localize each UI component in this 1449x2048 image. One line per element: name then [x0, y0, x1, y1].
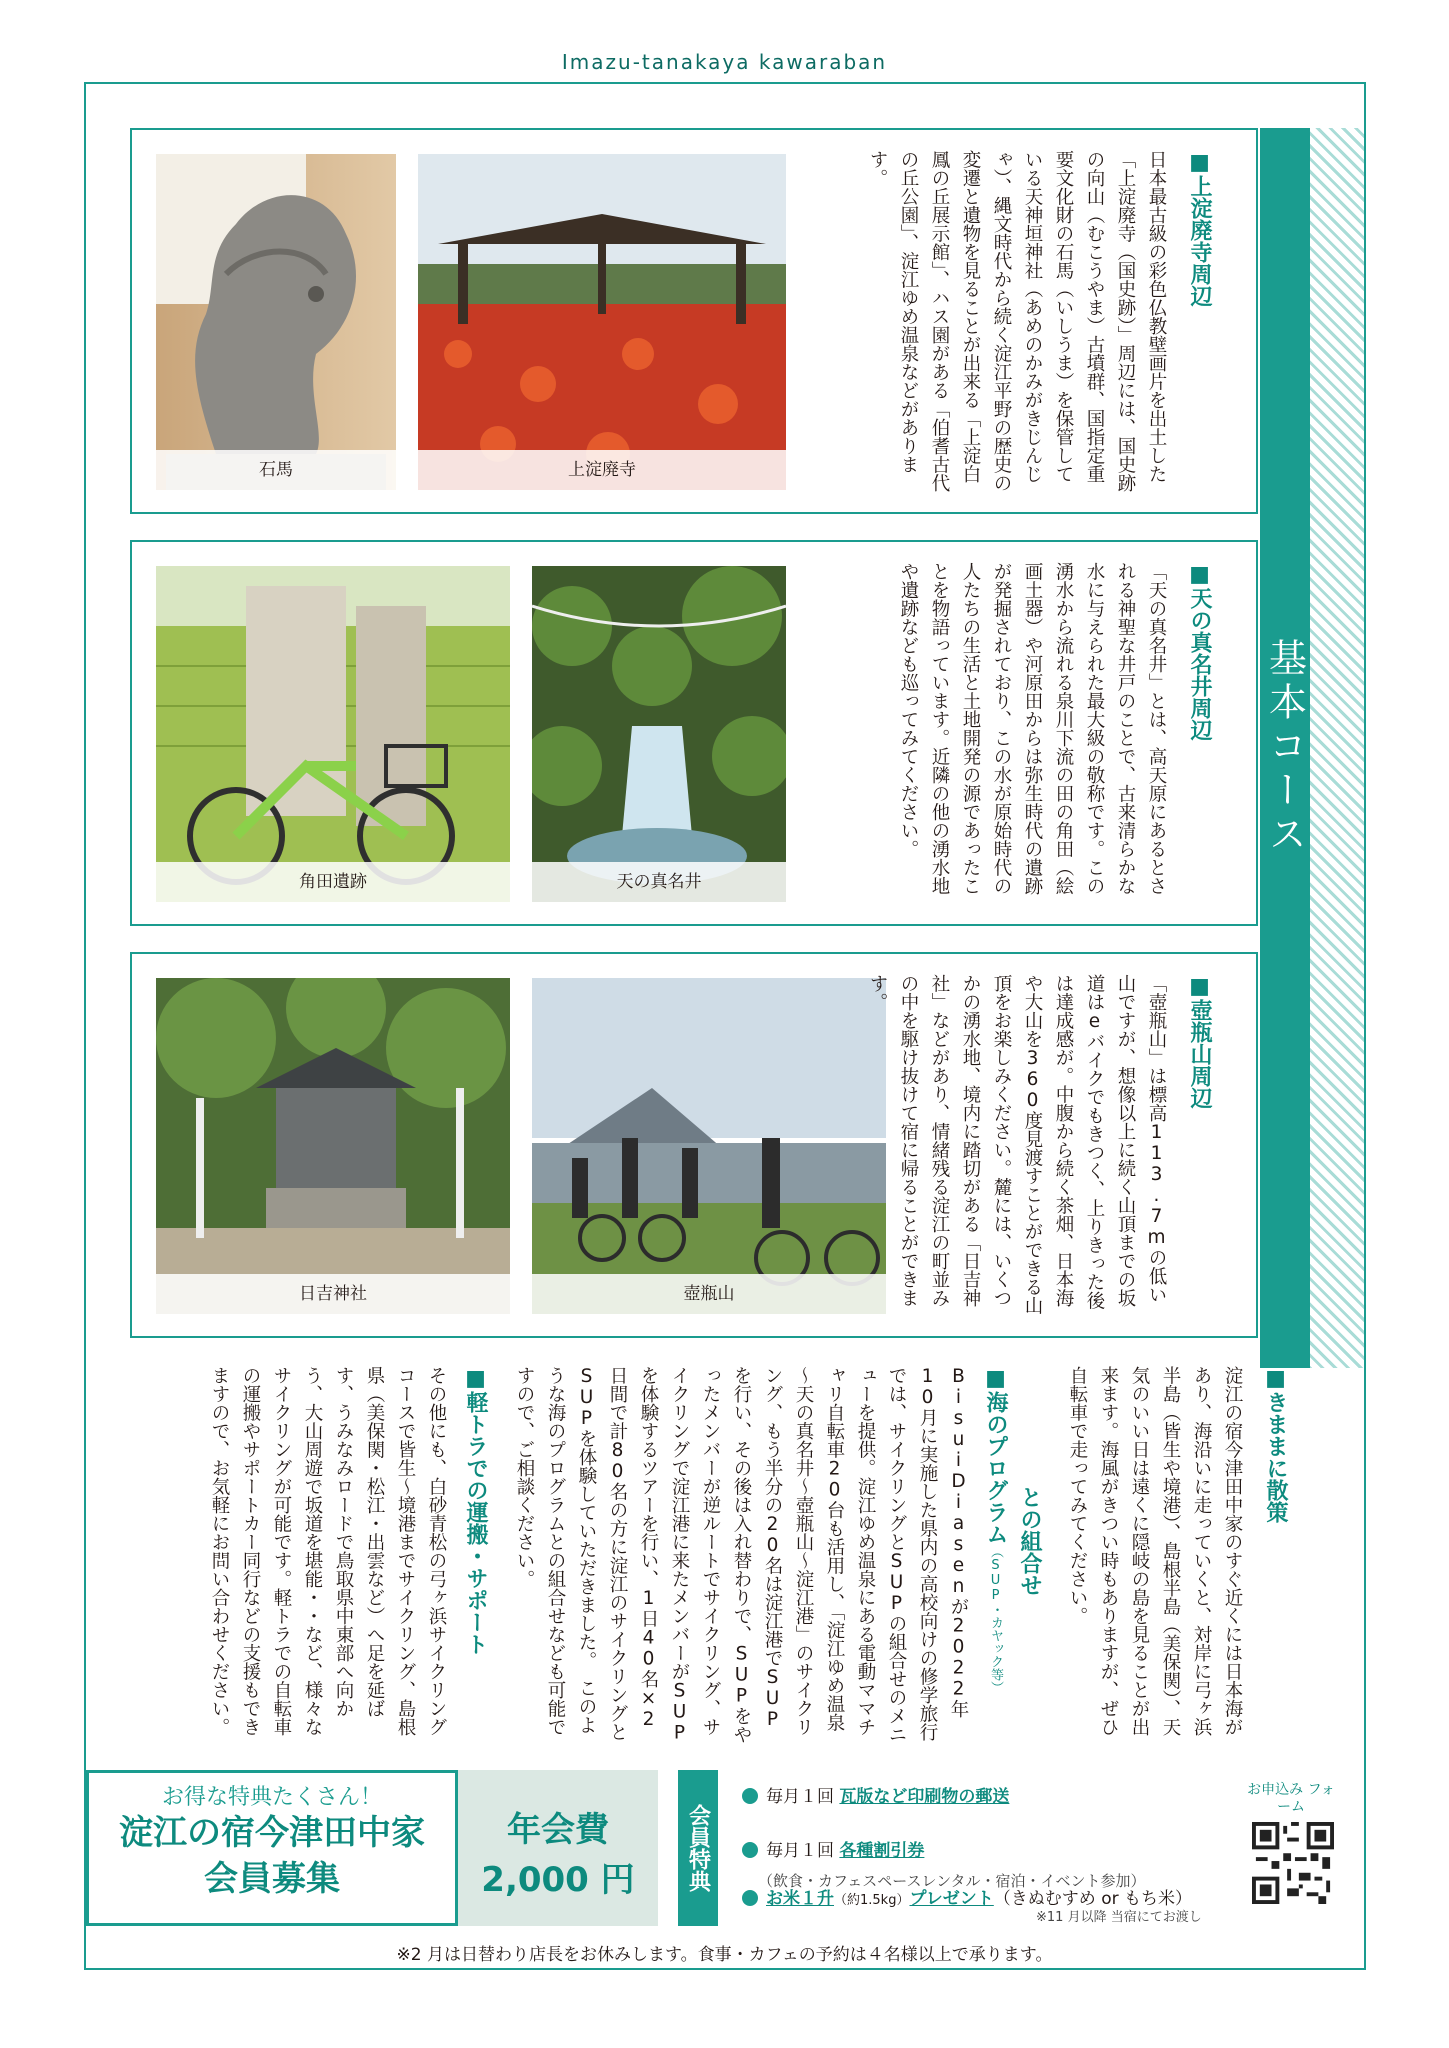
benefit-tag	[678, 1770, 718, 1926]
benefit-tag-label: 会員特典	[685, 1804, 711, 1892]
side-stripe-upper	[1308, 128, 1364, 1368]
photo-caption: 角田遺跡	[156, 862, 510, 902]
recruit-title-line1: 淀江の宿今津田中家	[119, 1813, 425, 1853]
section-tsubokayama	[130, 952, 1258, 1338]
photo-caption: 日吉神社	[156, 1274, 510, 1314]
sea-heading-sub: （SUP・カヤック等）	[988, 1545, 1003, 1694]
form-label: お申込み フォーム	[1247, 1782, 1335, 1815]
section-heading: ■上淀廃寺周辺	[1187, 150, 1212, 307]
photo-ishiuma	[156, 154, 396, 490]
photo-hiyoshi-image	[156, 978, 510, 1314]
fee-amount: 2,000 円	[481, 1860, 635, 1900]
photo-sumida-image	[156, 566, 510, 902]
bottom-note: ※2 月は日替わり店長をお休みします。食事・カフェの予約は４名様以上で承ります。	[396, 1945, 1053, 1965]
benefit-item-coupon	[742, 1836, 924, 1861]
truck-heading: ■軽トラでの運搬・サポート	[463, 1366, 488, 1655]
photo-caption: 天の真名井	[532, 862, 786, 902]
section-kamiyodo	[130, 128, 1258, 514]
fee-label: 年会費	[507, 1810, 609, 1850]
benefit-highlight: 瓦版など印刷物の郵送	[839, 1787, 1010, 1807]
sea-heading	[980, 1366, 1011, 1694]
benefit-note: ※11 月以降 当宿にてお渡し	[1036, 1910, 1202, 1925]
photo-caption: 壺瓶山	[532, 1274, 886, 1314]
section-heading: ■天の真名井周辺	[1187, 562, 1212, 741]
benefit-item-mail	[742, 1782, 1009, 1807]
photo-ishiuma-image	[156, 154, 396, 490]
walk-body: 淀江の宿今津田中家のすぐ近くには日本海があり、海沿いに走っていくと、対岸に弓ヶ浜半島（皆生や境港）、島根半島（美保関）、天気のいい日は遠くに隠岐の島を見ることが出来ます。海風がきつい時もありますが、ぜひ自転車で走ってみてください。	[1067, 1366, 1243, 1736]
photo-caption: 石馬	[156, 450, 396, 490]
photo-hiyoshi-shrine	[156, 978, 510, 1314]
section-heading: ■壺瓶山周辺	[1187, 974, 1212, 1109]
benefit-highlight-present: プレゼント	[909, 1889, 994, 1909]
course-band-label: 基本コース	[1262, 638, 1307, 858]
sea-heading-wrap	[980, 1366, 1048, 1746]
running-head: Imazu-tanakaya kawaraban	[561, 50, 888, 74]
bullet-icon	[742, 1788, 758, 1804]
benefit-coupon-detail: （飲食・カフェスペースレンタル・宿泊・イベント参加）	[758, 1872, 1146, 1890]
benefit-rice-type: （きぬむすめ or もち米）	[993, 1889, 1192, 1909]
benefit-weight: （約1.5kg）	[834, 1893, 910, 1908]
photo-tsubokayama-image	[532, 978, 886, 1314]
walk-heading: ■きままに散策	[1263, 1366, 1288, 1523]
benefit-highlight: 各種割引券	[839, 1841, 925, 1861]
benefit-prefix: 毎月１回	[766, 1841, 840, 1861]
section-amanomanai	[130, 540, 1258, 926]
photo-caption: 上淀廃寺	[418, 450, 786, 490]
sea-heading-text: ■海のプログラム	[983, 1366, 1008, 1545]
course-band	[1260, 128, 1310, 1368]
bullet-icon	[742, 1842, 758, 1858]
photo-kamiyodo-image	[418, 154, 786, 490]
recruit-tagline: お得な特典たくさん！	[161, 1785, 382, 1810]
bullet-icon	[742, 1890, 758, 1906]
truck-body: その他にも、白砂青松の弓ヶ浜サイクリングコースで皆生～境港までサイクリング、島根県（美保関・松江・出雲など）へ足を延ばす、うみなみロードで鳥取県中東部へ向かう、大山周遊で坂道を堪能・・など、様々なサイクリングが可能です。軽トラでの自転車の運搬やサポートカー同行などの支援もできますので、お気軽にお問い合わせください。	[209, 1366, 447, 1736]
photo-sumida-ruins	[156, 566, 510, 902]
benefit-highlight: お米１升	[766, 1889, 834, 1909]
section-body: 「壺瓶山」は標高113.7mの低い山ですが、想像以上に続く山頂までの坂道はeバイクでもきつく、上りきった後は達成感が。中腹から続く茶畑、日本海や大山を360度見渡すことができる山頂をお楽しみください。麓には、いくつかの湧水地、境内に踏切がある「日吉神社」などがあり、情緒残る淀江の町並みの中を駆け抜けて宿に帰ることができます。	[867, 974, 1167, 1315]
sea-heading-tail: との組合せ	[1017, 1486, 1042, 1596]
photo-kamiyodo-temple	[418, 154, 786, 490]
photo-tsubokayama	[532, 978, 886, 1314]
section-body: 「天の真名井」とは、高天原にあるとされる神聖な井戸のことで、古来清らかな水に与えられた最大級の敬称です。この湧水から流れる泉川下流の田の角田（絵画土器）や河原田からは弥生時代の遺跡が発掘されており、この水が原始時代の人たちの生活と土地開発の源であったことを物語っています。近隣の他の湧水地や遺跡なども巡ってみてください。	[898, 562, 1167, 895]
photo-amanomanai-image	[532, 566, 786, 902]
benefit-prefix: 毎月１回	[766, 1787, 840, 1807]
photo-amanomanai	[532, 566, 786, 902]
qr-code-icon[interactable]	[1252, 1822, 1334, 1904]
recruit-title-line2: 会員募集	[204, 1859, 340, 1899]
sea-body: BisuiDiasenが2022年10月に実施した県内の高校向けの修学旅行では、サイクリングとSUPの組合せのメニューを提供。淀江ゆめ温泉にある電動ママチャリ自転車20台も活用し、「淀江ゆめ温泉～天の真名井～壺瓶山～淀江港」のサイクリング、もう半分の20名は淀江港でSUPを行い、その後は入れ替わりで、SUPをやったメンバーが逆ルートでサイクリング、サイクリングで淀江港に来たメンバーがSUPを体験するツアーを行い、1日40名×2日間で計80名の方に淀江のサイクリングとSUPを体験していただきました。 このような海のプログラムとの組合せなども可能ですので、ご相談ください。	[514, 1366, 969, 1744]
recruit-title	[86, 1810, 458, 1902]
section-body: 日本最古級の彩色仏教壁画片を出土した「上淀廃寺（国史跡）」周辺には、国史跡の向山（むこうやま）古墳群、国指定重要文化財の石馬（いしうま）を保管している天神垣神社（あめのかみがきじんじゃ）、縄文時代から続く淀江平野の歴史の変遷と遺物を見ることが出来る「上淀白鳳の丘展示館」、ハス園がある「伯耆古代の丘公園」、淀江ゆめ温泉などがあります。	[867, 150, 1167, 493]
